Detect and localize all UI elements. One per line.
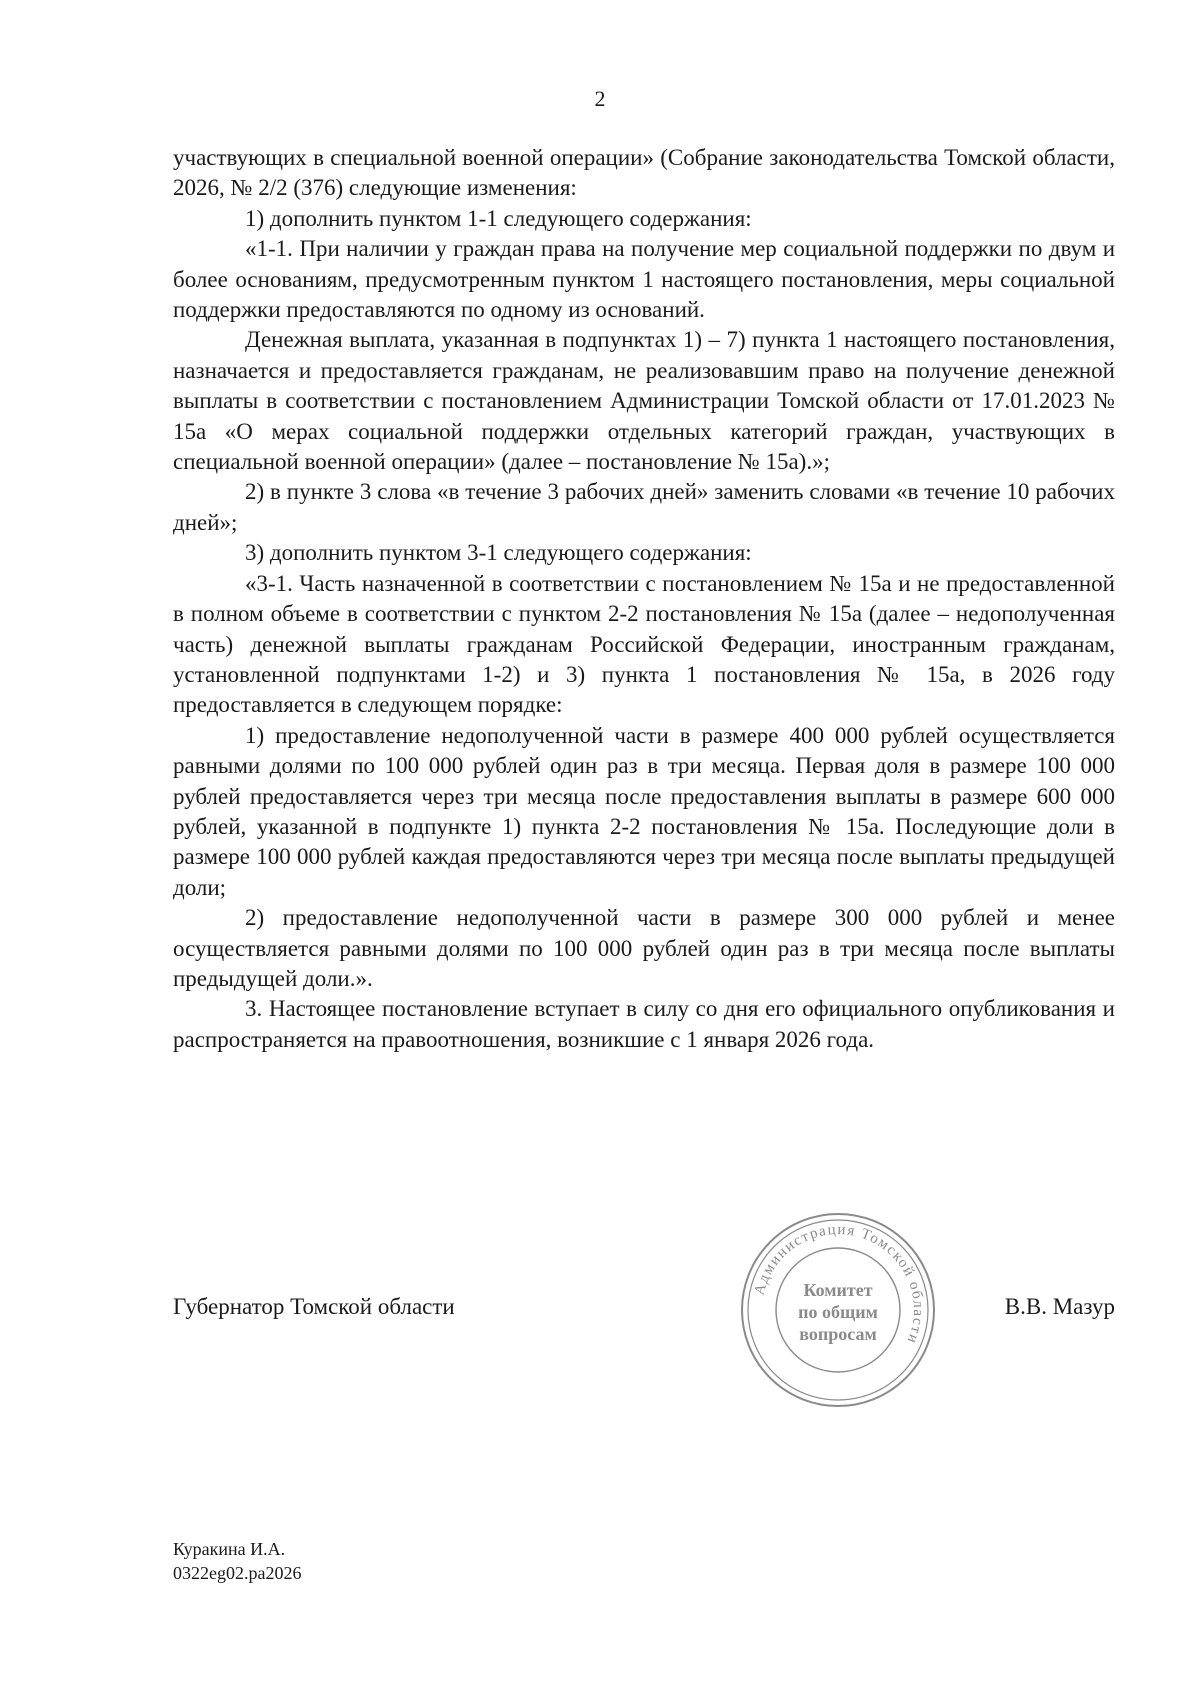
official-stamp — [738, 1210, 938, 1410]
paragraph: 1) дополнить пунктом 1-1 следующего содержания: — [245, 205, 752, 231]
signer-position: Губернатор Томской области — [173, 1294, 455, 1319]
executor-name: Куракина И.А. — [173, 1539, 286, 1559]
stamp-ring-text: Администрация Томской области — [751, 1221, 927, 1347]
signer-name: В.В. Мазур — [1004, 1294, 1115, 1319]
paragraph: 2) в пункте 3 слова «в течение 3 рабочих дней» заменить словами «в течение 10 рабочих дней»; — [173, 479, 1115, 535]
paragraph: 3. Настоящее постановление вступает в силу со дня его официального опубликования и распространяется на правоотношения, возникшие с 1 января 2026 года. — [173, 996, 1115, 1052]
document-body — [173, 143, 1115, 1055]
stamp-center-line: вопросам — [799, 1324, 877, 1344]
executor-block — [173, 1537, 301, 1585]
paragraph: 2) предоставление недополученной части в размере 300 000 рублей и менее осуществляется равными долями по 100 000 рублей один раз в три месяца после выплаты предыдущей доли.». — [173, 905, 1115, 991]
page-number: 2 — [594, 86, 606, 111]
paragraph: 1) предоставление недополученной части в размере 400 000 рублей осуществляется равными долями по 100 000 рублей один раз в три месяца. Первая доля в размере 100 000 рублей предоставляется через три месяца после предоставления выплаты в размере 600 000 рублей, указанной в подпункте 1) пункта 2-2 постановления № 15а. Последующие доли в размере 100 000 рублей каждая предоставляются через три месяца после выплаты предыдущей доли; — [173, 722, 1115, 900]
stamp-center-line: Комитет — [803, 1280, 873, 1300]
paragraph: «1-1. При наличии у граждан права на получение мер социальной поддержки по двум и более основаниям, предусмотренным пунктом 1 настоящего постановления, меры социальной поддержки предоставляются по одному из оснований. — [173, 236, 1115, 323]
paragraph: Денежная выплата, указанная в подпунктах 1) – 7) пункта 1 настоящего постановления, назначается и предоставляется гражданам, не реализовавшим право на получение денежной выплаты в соответствии с постановлением Администрации Томской области от 17.01.2023 № 15а «О мерах социальной поддержки отдельных категорий граждан, участвующих в специальной военной операции» (далее – постановление № 15а).»; — [173, 327, 1115, 475]
paragraph: «3-1. Часть назначенной в соответствии с постановлением № 15а и не предоставленной в полном объеме в соответствии с пунктом 2-2 постановления № 15а (далее – недополученная часть) денежной выплаты гражданам Российской Федерации, иностранным гражданам, установленной подпунктами 1-2) и 3) пункта 1 постановления № 15а, в 2026 году предоставляется в следующем порядке: — [173, 570, 1115, 718]
paragraph: участвующих в специальной военной операции» (Собрание законодательства Томской области, 2026, № 2/2 (376) следующие изменения: — [173, 145, 1115, 201]
paragraph: 3) дополнить пунктом 3-1 следующего содержания: — [245, 540, 752, 566]
stamp-center-line: по общим — [798, 1302, 878, 1322]
document-code: 0322еg02.ра2026 — [173, 1563, 302, 1583]
